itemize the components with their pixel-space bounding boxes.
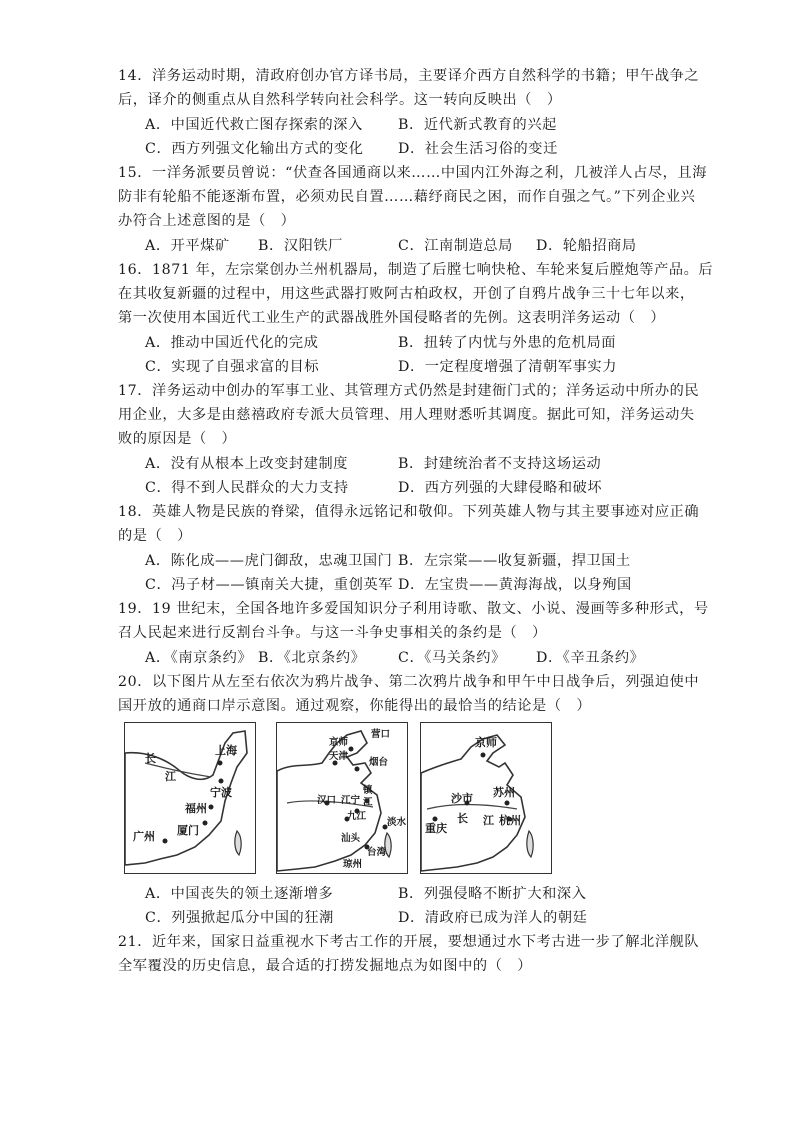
map-2-label: 营口: [371, 729, 391, 740]
q15-line-2: 防非有轮船不能逐渐布置，必须劝民自置……藉纾商民之困，而作自强之气。”下列企业兴: [118, 189, 696, 205]
map-2-label: 汕头: [341, 833, 361, 844]
q15-line-3: 办符合上述意图的是（ ）: [118, 213, 296, 229]
q20-option-c[interactable]: C．列强掀起瓜分中国的狂潮: [145, 910, 334, 926]
q17-option-b[interactable]: B．封建统治者不支持这场运动: [398, 456, 602, 472]
q17-option-d[interactable]: D．西方列强的大肆侵略和破坏: [398, 480, 603, 496]
q20-option-a[interactable]: A．中国丧失的领土逐渐增多: [145, 886, 334, 902]
map-3-label: 苏州: [493, 786, 515, 799]
q14-line-2: 后，译介的侧重点从自然科学转向社会科学。这一转向反映出（ ）: [118, 92, 562, 108]
q20-line-2: 国开放的通商口岸示意图。通过观察，你能得出的最恰当的结论是（ ）: [118, 698, 592, 714]
q14-option-d[interactable]: D．社会生活习俗的变迁: [398, 141, 558, 157]
q16-line-3: 第一次使用本国近代工业生产的武器战胜外国侵略者的先例。这表明洋务运动（ ）: [118, 310, 666, 326]
map-1-label: 江: [165, 770, 176, 783]
q19-option-d[interactable]: D．《辛丑条约》: [536, 650, 645, 666]
map-2-label: 镇: [363, 785, 373, 796]
q21-line-2: 全军覆没的历史信息，最合适的打捞发掘地点为如图中的（ ）: [118, 958, 533, 974]
q18-option-d[interactable]: D．左宝贵——黄海海战，以身殉国: [398, 577, 632, 593]
map-2-label: 京师: [329, 737, 349, 748]
map-3-label: 长: [457, 812, 468, 825]
map-3-label: 杭州: [499, 814, 521, 827]
q19-option-a[interactable]: A．《南京条约》: [145, 650, 253, 666]
map-2-label: 烟台: [369, 757, 389, 768]
map-2-label: 琼州: [343, 859, 363, 870]
q15-option-d[interactable]: D．轮船招商局: [536, 238, 637, 254]
q18-option-a[interactable]: A．陈化成——虎门御敌，忠魂卫国门: [145, 553, 393, 569]
q14-option-c[interactable]: C．西方列强文化输出方式的变化: [145, 141, 364, 157]
q14-option-a[interactable]: A．中国近代救亡图存探索的深入: [145, 117, 363, 133]
map-sino-japanese-war: [420, 722, 552, 874]
map-3-label: 京师: [475, 736, 497, 749]
treaty-port-maps: [124, 718, 554, 876]
q16-option-a[interactable]: A．推动中国近代化的完成: [145, 335, 319, 351]
map-2-label: 汉口: [317, 795, 337, 806]
q21-line-1: 21．近年来，国家日益重视水下考古工作的开展，要想通过水下考古进一步了解北洋舰队: [118, 934, 700, 950]
map-2-label: 江宁: [341, 795, 361, 806]
q20-option-b[interactable]: B．列强侵略不断扩大和深入: [398, 886, 587, 902]
q16-line-1: 16．1871 年，左宗棠创办兰州机器局，制造了后膛七响快枪、车轮来复后膛炮等产品。后: [118, 262, 714, 278]
map-1-label: 宁波: [210, 786, 232, 799]
q16-line-2: 在其收复新疆的过程中，用这些武器打败阿古柏政权，开创了自鸦片战争三十七年以来，: [118, 286, 695, 302]
map-1-label: 长: [145, 752, 156, 765]
map-second-opium-war: [276, 722, 408, 874]
map-1-label: 福州: [185, 802, 207, 815]
q19-option-b[interactable]: B．《北京条约》: [258, 650, 366, 666]
q14-option-b[interactable]: B．近代新式教育的兴起: [398, 117, 557, 133]
q16-option-c[interactable]: C．实现了自强求富的目标: [145, 359, 320, 375]
map-2-label: 九江: [347, 811, 367, 822]
q15-option-b[interactable]: B．汉阳铁厂: [258, 238, 343, 254]
q17-option-a[interactable]: A．没有从根本上改变封建制度: [145, 456, 349, 472]
q17-line-2: 用企业，大多是由慈禧政府专派大员管理、用人理财悉听其调度。据此可知，洋务运动失: [118, 407, 695, 423]
map-1-label: 上海: [215, 744, 237, 757]
q20-line-1: 20．以下图片从左至右依次为鸦片战争、第二次鸦片战争和甲午中日战争后，列强迫使中: [118, 674, 700, 690]
q15-option-a[interactable]: A．开平煤矿: [145, 238, 230, 254]
q15-line-1: 15．一洋务派要员曾说：“伏查各国通商以来……中国内江外海之利，几被洋人占尽，且海: [118, 165, 708, 181]
q17-line-3: 败的原因是（ ）: [118, 431, 237, 447]
q20-option-d[interactable]: D．清政府已成为洋人的朝廷: [398, 910, 588, 926]
map-3-label: 沙市: [451, 792, 473, 805]
q18-option-b[interactable]: B．左宗棠——收复新疆，捍卫国土: [398, 553, 631, 569]
q18-line-2: 的是（ ）: [118, 528, 192, 544]
q15-option-c[interactable]: C．江南制造总局: [398, 238, 513, 254]
q19-line-1: 19．19 世纪末，全国各地许多爱国知识分子利用诗歌、散文、小说、漫画等多种形式，号: [118, 601, 709, 617]
map-2-label: 天津: [329, 751, 349, 762]
map-first-opium-war: [124, 722, 256, 874]
q14-line-1: 14．洋务运动时期，清政府创办官方译书局，主要译介西方自然科学的书籍；甲午战争之: [118, 68, 700, 84]
q18-line-1: 18．英雄人物是民族的脊梁，值得永远铭记和敬仰。下列英雄人物与其主要事迹对应正确: [118, 504, 700, 520]
q18-option-c[interactable]: C．冯子材——镇南关大捷，重创英军: [145, 577, 394, 593]
map-2-label: 江: [363, 797, 373, 808]
map-3-label: 江: [483, 814, 494, 827]
q17-line-1: 17．洋务运动中创办的军事工业、其管理方式仍然是封建衙门式的；洋务运动中所办的民: [118, 383, 700, 399]
q16-option-d[interactable]: D．一定程度增强了清朝军事实力: [398, 359, 618, 375]
map-1-label: 厦门: [177, 824, 199, 837]
map-1-label: 广州: [133, 830, 155, 843]
map-2-label: 淡水: [387, 817, 407, 828]
q16-option-b[interactable]: B．扭转了内忧与外患的危机局面: [398, 335, 617, 351]
q17-option-c[interactable]: C．得不到人民群众的大力支持: [145, 480, 349, 496]
q19-option-c[interactable]: C．《马关条约》: [398, 650, 506, 666]
q19-line-2: 召人民起来进行反割台斗争。与这一斗争史事相关的条约是（ ）: [118, 625, 547, 641]
map-2-label: 台湾: [367, 847, 387, 858]
map-3-label: 重庆: [425, 822, 447, 835]
